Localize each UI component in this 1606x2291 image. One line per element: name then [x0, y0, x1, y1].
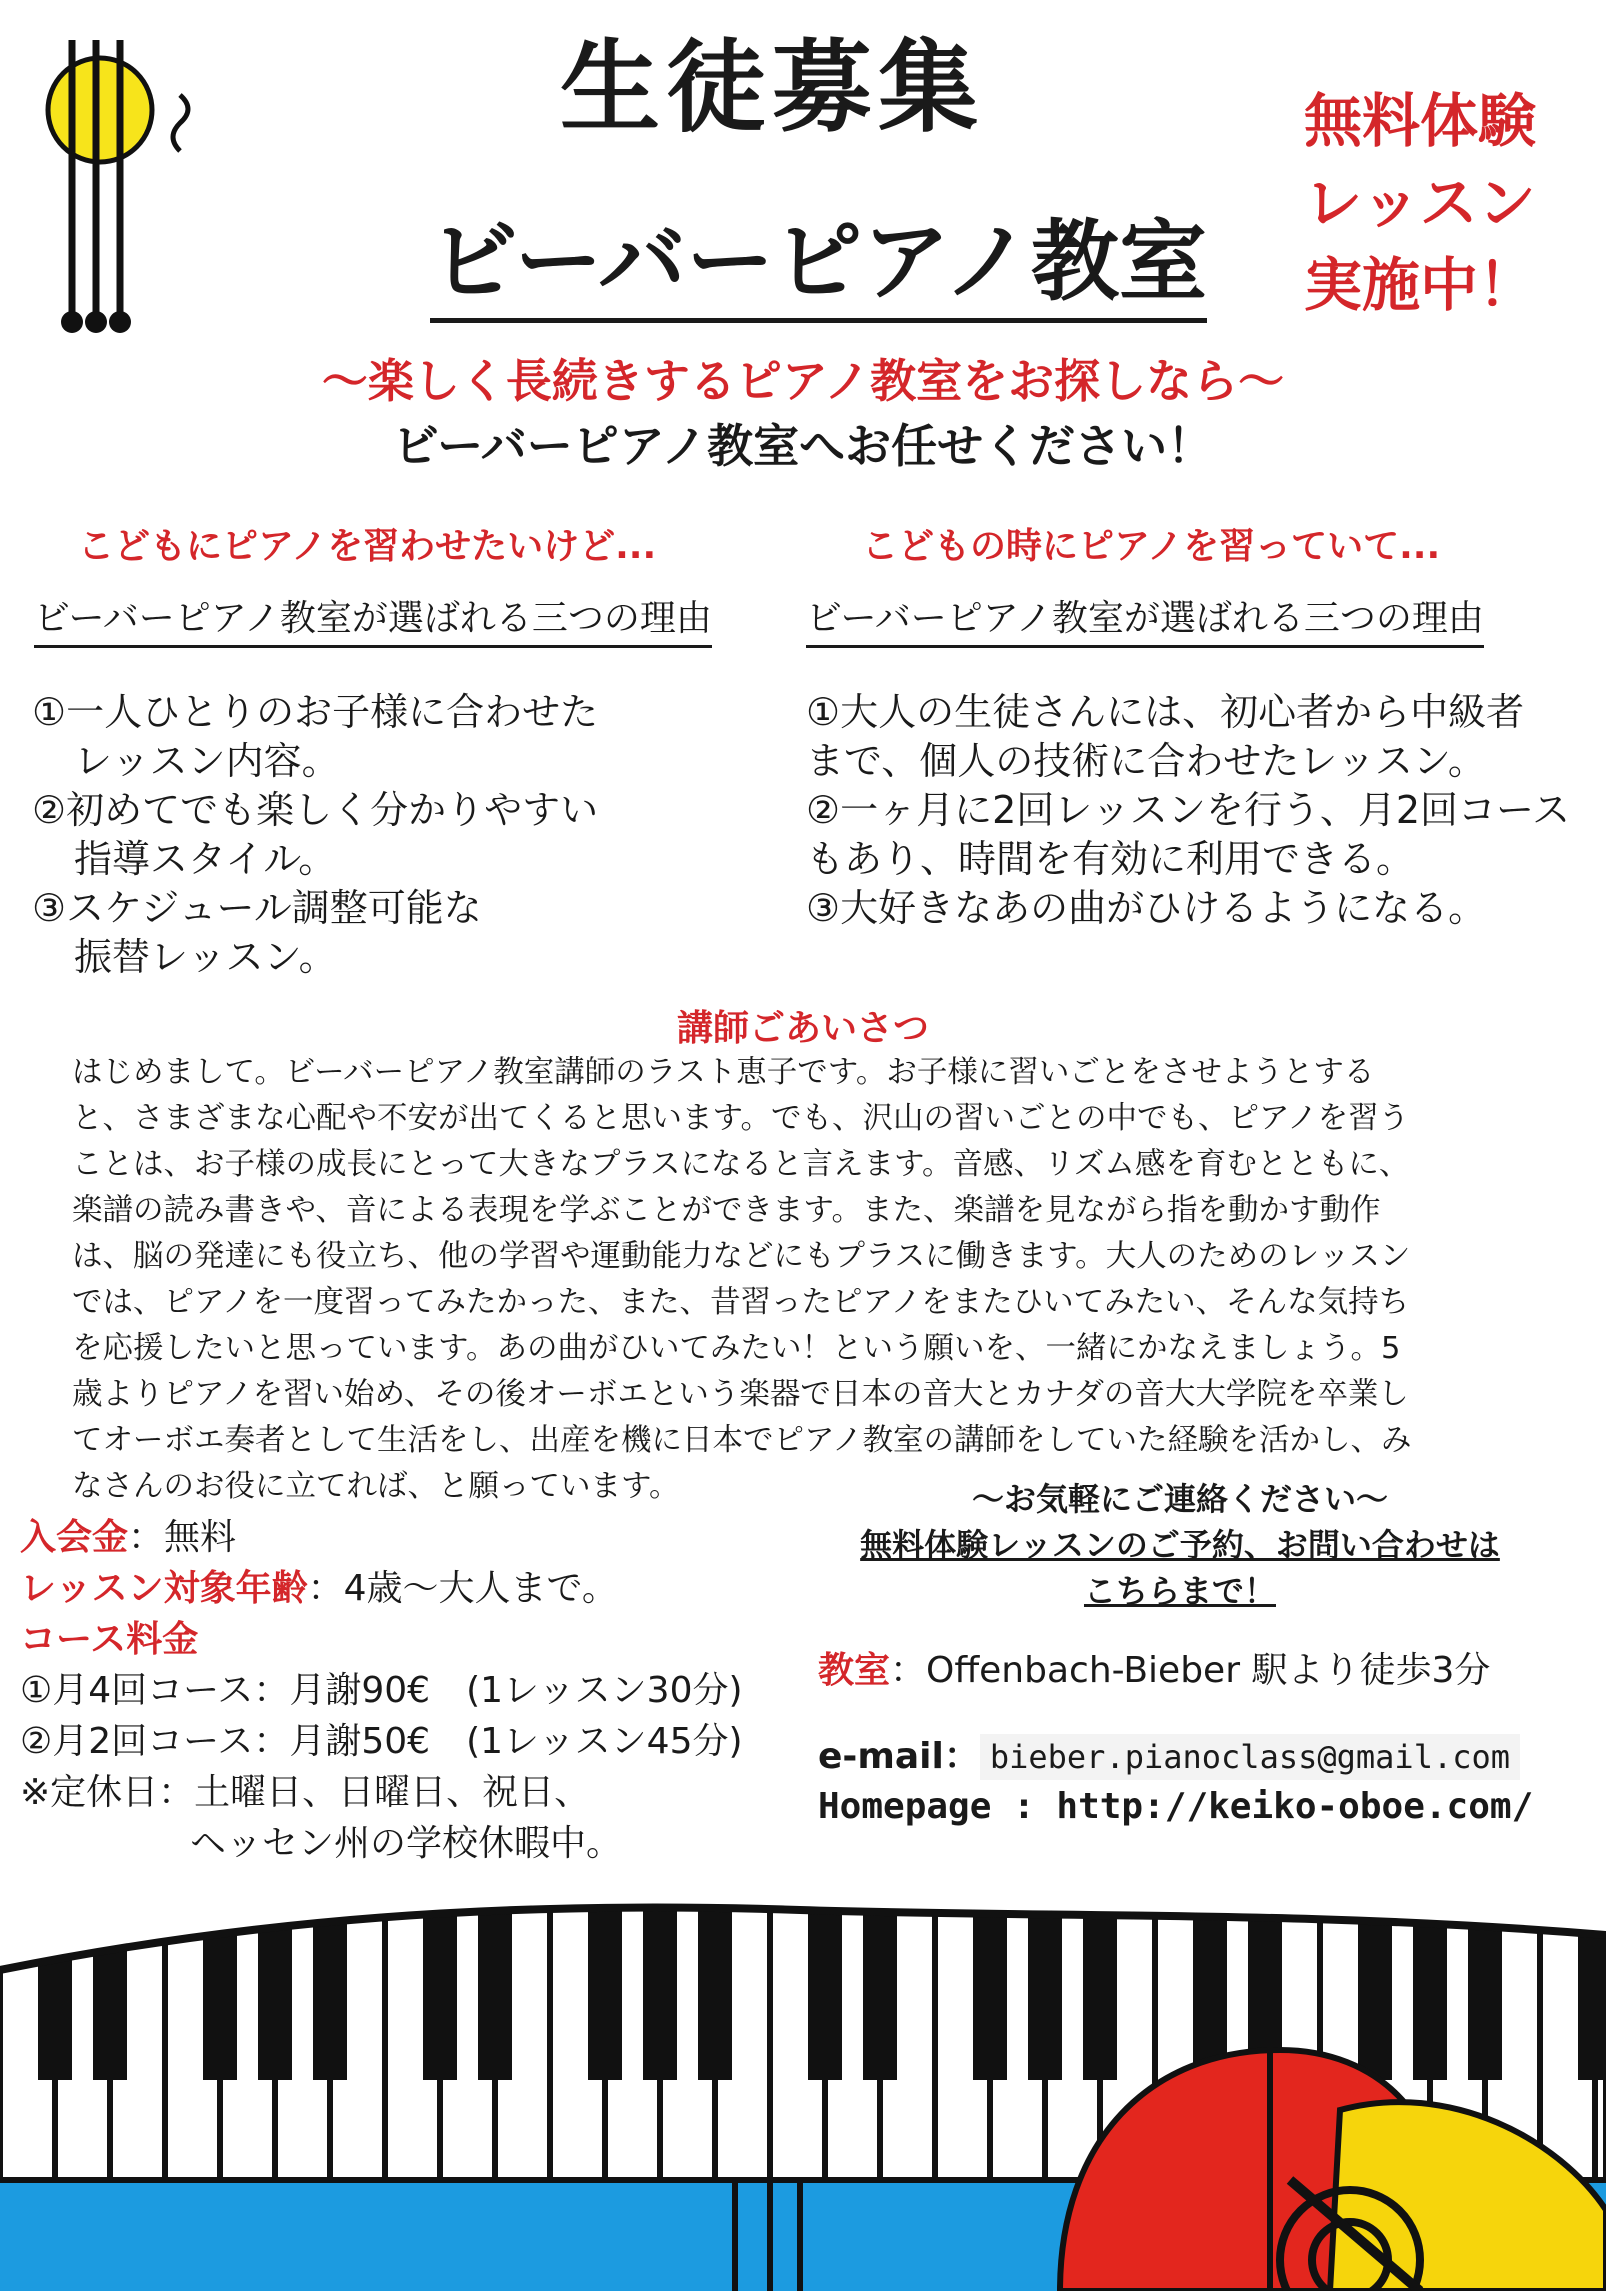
greeting-line: 楽譜の読み書きや、音による表現を学ぶことができます。また、楽譜を見ながら指を動かす動作: [72, 1193, 1381, 1228]
list-item: ③スケジュール調整可能な: [32, 886, 482, 930]
holiday-line: ※定休日：土曜日、日曜日、祝日、: [20, 1772, 591, 1813]
list-item: 指導スタイル。: [74, 837, 337, 881]
homepage-link[interactable]: Homepage : http://keiko-oboe.com/: [818, 1786, 1534, 1827]
age-value: ：4歳〜大人まで。: [307, 1568, 618, 1609]
fee-value: ：無料: [128, 1517, 237, 1558]
age-row: [20, 1563, 743, 1614]
list-item: まで、個人の技術に合わせたレッスン。: [806, 739, 1486, 783]
classroom-value: ：Offenbach-Bieber 駅より徒歩3分: [890, 1650, 1491, 1691]
children-reasons-list: [32, 688, 598, 982]
list-item: ②初めてでも楽しく分かりやすい: [32, 788, 599, 832]
greeting-line: では、ピアノを一度習ってみたかった、また、昔習ったピアノをまたひいてみたい、そんな気持ち: [72, 1285, 1410, 1320]
email-link[interactable]: bieber.pianoclass@gmail.com: [980, 1734, 1520, 1780]
tagline-cta: ビーバーピアノ教室へお任せください！: [392, 419, 1214, 473]
fee-row: [20, 1512, 743, 1563]
badge-line: 実施中！: [1303, 251, 1536, 319]
contact-line: こちらまで！: [1083, 1572, 1276, 1610]
contact-line: 無料体験レッスンのご予約、お問い合わせは: [860, 1526, 1500, 1564]
greeting-line: を応援したいと思っています。あの曲がひいてみたい！という願いを、一緒にかなえましょう。5: [72, 1331, 1401, 1366]
classroom-label: 教室: [818, 1650, 891, 1691]
greeting-line: なさんのお役に立てれば、と願っています。: [72, 1469, 680, 1504]
badge-line: レッスン: [1304, 169, 1536, 237]
adults-heading: こどもの時にピアノを習っていて...: [862, 526, 1441, 567]
list-item: ①大人の生徒さんには、初心者から中級者: [806, 690, 1525, 734]
list-item: ①一人ひとりのお子様に合わせた: [32, 690, 599, 734]
course-row: [20, 1614, 743, 1665]
greeting-line: てオーボエ奏者として生活をし、出産を機に日本でピアノ教室の講師をしていた経験を活かし、み: [72, 1423, 1412, 1458]
list-item: レッスン内容。: [74, 739, 340, 783]
page-title: 生徒募集: [560, 29, 984, 146]
contact-heading: [810, 1476, 1550, 1614]
contact-line: 〜お気軽にご連絡ください〜: [971, 1480, 1388, 1518]
greeting-line: ことは、お子様の成長にとって大きなプラスになると言えます。音感、リズム感を育むとともに、: [72, 1147, 1410, 1182]
children-subheading: ビーバーピアノ教室が選ばれる三つの理由: [34, 590, 712, 648]
adults-subheading: ビーバーピアノ教室が選ばれる三つの理由: [806, 590, 1484, 648]
holiday-line: ヘッセン州の学校休暇中。: [190, 1823, 623, 1864]
course-label: コース料金: [20, 1619, 199, 1660]
list-item: ③大好きなあの曲がひけるようになる。: [806, 886, 1487, 930]
school-name: ビーバーピアノ教室: [430, 218, 1207, 323]
list-item: 振替レッスン。: [74, 935, 337, 979]
age-label: レッスン対象年齢: [20, 1568, 308, 1609]
badge-line: 無料体験: [1303, 87, 1536, 155]
course-2: ②月2回コース：月謝50€ (1レッスン45分): [20, 1721, 743, 1762]
fee-label: 入会金: [20, 1517, 129, 1558]
greeting-line: はじめまして。ビーバーピアノ教室講師のラスト恵子です。お子様に習いごとをさせようとする: [72, 1055, 1375, 1090]
tagline: 〜楽しく長続きするピアノ教室をお探しなら〜: [321, 354, 1285, 408]
children-heading: こどもにピアノを習わせたいけど...: [78, 526, 657, 567]
fee-info: [20, 1512, 743, 1869]
greeting-line: は、脳の発達にも役立ち、他の学習や運動能力などにもプラスに働きます。大人のためのレッスン: [72, 1239, 1411, 1274]
treble-clef-logo-icon: [40, 40, 200, 340]
list-item: もあり、時間を有効に利用できる。: [806, 837, 1415, 881]
email-label: e-mail：: [818, 1736, 980, 1777]
email-row: [818, 1728, 1520, 1779]
list-item: ②一ヶ月に2回レッスンを行う、月2回コース: [806, 788, 1571, 832]
free-trial-badge: [1290, 80, 1550, 326]
greeting-body: [72, 1050, 1542, 1510]
greeting-title: 講師ごあいさつ: [676, 1008, 929, 1049]
classroom-info: [818, 1642, 1490, 1693]
piano-keyboard-art-icon: [0, 1880, 1606, 2291]
greeting-line: と、さまざまな心配や不安が出てくると思います。でも、沢山の習いごとの中でも、ピアノを習う: [72, 1101, 1410, 1136]
greeting-line: 歳よりピアノを習い始め、その後オーボエという楽器で日本の音大とカナダの音大大学院を卒業し: [72, 1377, 1409, 1412]
course-1: ①月4回コース：月謝90€ (1レッスン30分): [20, 1670, 743, 1711]
adults-reasons-list: [806, 688, 1570, 933]
